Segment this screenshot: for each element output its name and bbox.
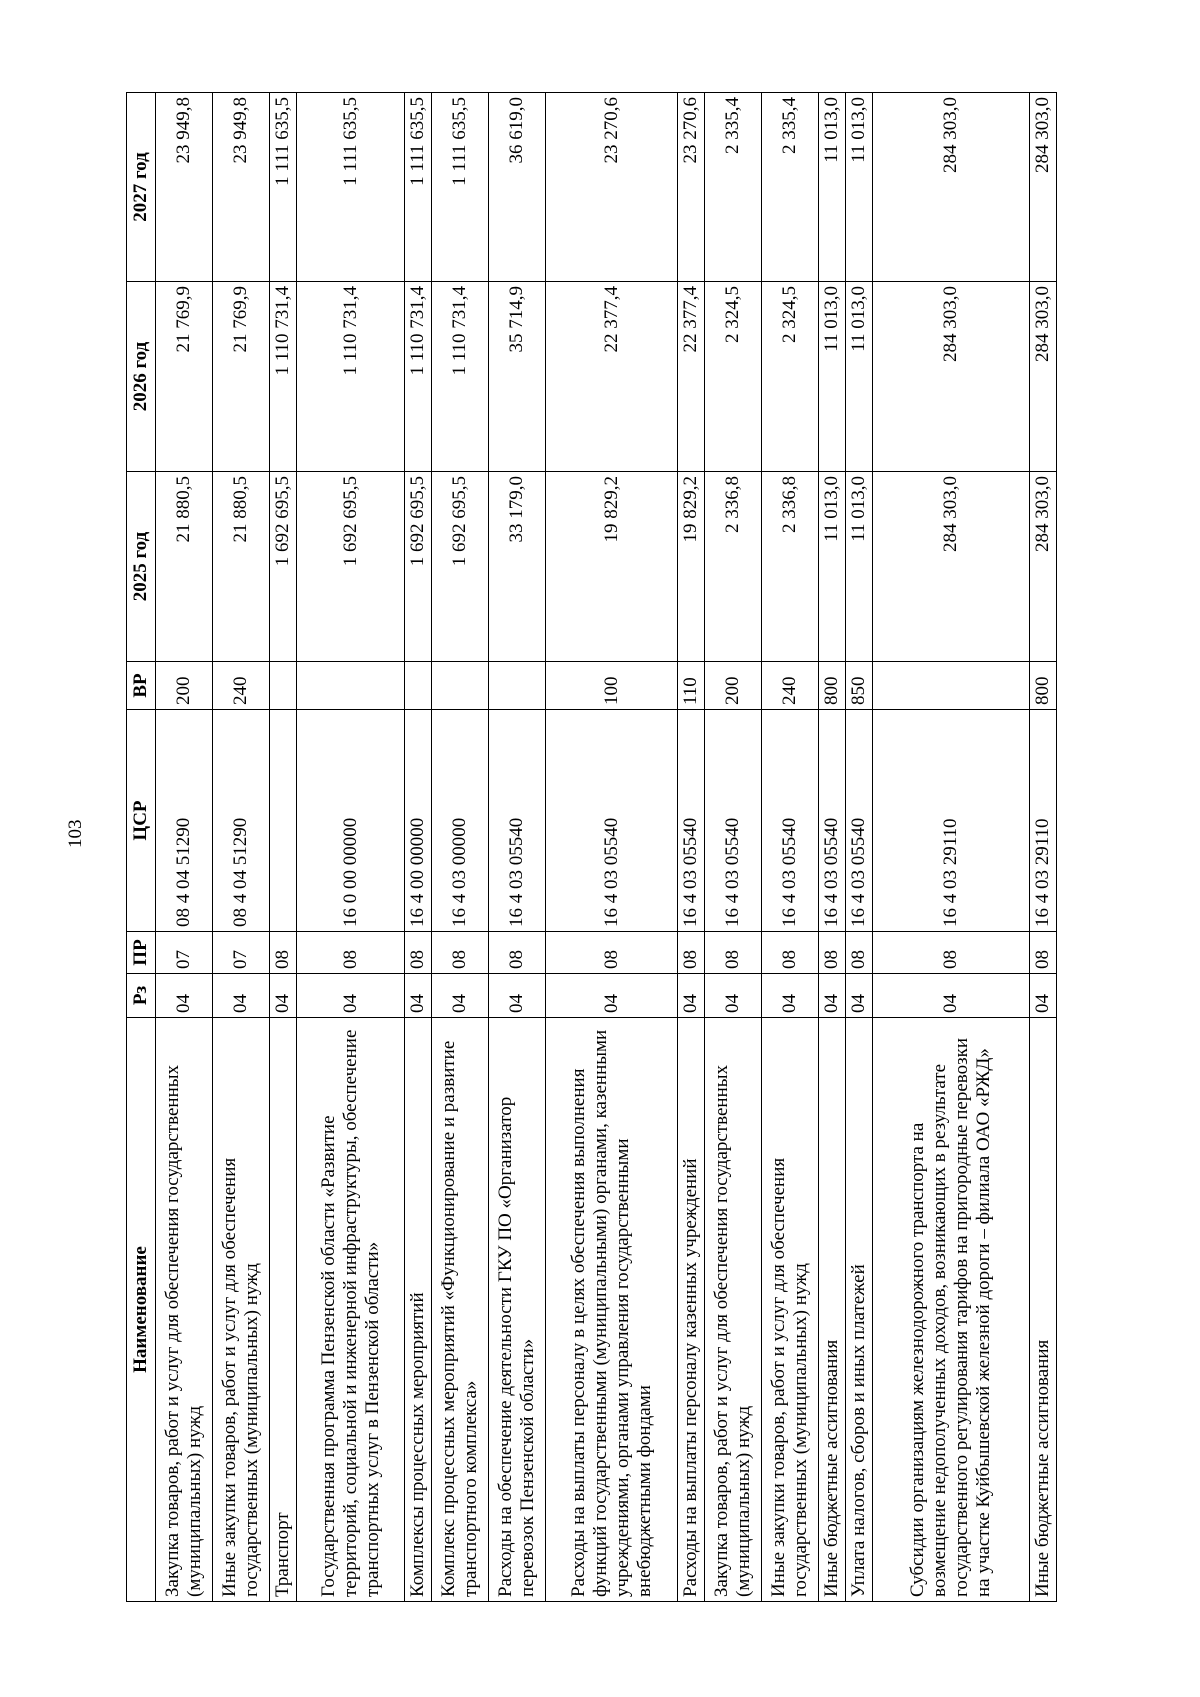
row-2025-cell: 21 880,5	[213, 472, 270, 662]
table-row	[546, 93, 678, 1602]
row-2026-cell: 2 324,5	[705, 282, 762, 472]
row-name-cell: Уплата налогов, сборов и иных платежей	[846, 1018, 873, 1602]
row-rz-cell: 04	[762, 974, 819, 1018]
row-2026-cell: 284 303,0	[873, 282, 1030, 472]
row-2027-cell: 11 013,0	[846, 93, 873, 282]
row-rz-cell: 04	[489, 974, 546, 1018]
row-vr-cell: 240	[762, 662, 819, 710]
row-2026-cell: 11 013,0	[819, 282, 846, 472]
row-pr-cell: 08	[270, 932, 297, 974]
table-row	[846, 93, 873, 1602]
row-2026-cell: 284 303,0	[1030, 282, 1057, 472]
row-vr-cell: 200	[705, 662, 762, 710]
row-2025-cell: 11 013,0	[846, 472, 873, 662]
row-name-cell: Государственная программа Пензенской области «Развитие территорий, социальной и инженерной инфраструктуры, обеспечение транспортных услуг в Пензенской области»	[297, 1018, 405, 1602]
page-number: 103	[65, 819, 86, 848]
row-name-cell: Иные бюджетные ассигнования	[1030, 1018, 1057, 1602]
row-pr-cell: 08	[873, 932, 1030, 974]
row-vr-cell	[297, 662, 405, 710]
row-pr-cell: 08	[546, 932, 678, 974]
row-2025-cell: 1 692 695,5	[297, 472, 405, 662]
row-name-cell: Закупка товаров, работ и услуг для обеспечения государственных (муниципальных) нужд	[705, 1018, 762, 1602]
row-2026-cell: 21 769,9	[156, 282, 213, 472]
row-pr-cell: 08	[432, 932, 489, 974]
row-csr-cell: 16 4 00 00000	[405, 710, 432, 932]
row-name-cell: Иные закупки товаров, работ и услуг для обеспечения государственных (муниципальных) нужд	[762, 1018, 819, 1602]
header-row	[127, 93, 156, 1602]
row-2026-cell: 22 377,4	[678, 282, 705, 472]
row-pr-cell: 08	[762, 932, 819, 974]
row-vr-cell	[432, 662, 489, 710]
row-pr-cell: 08	[405, 932, 432, 974]
row-name-cell: Расходы на обеспечение деятельности ГКУ ПО «Организатор перевозок Пензенской области»	[489, 1018, 546, 1602]
row-vr-cell: 200	[156, 662, 213, 710]
row-rz-cell: 04	[546, 974, 678, 1018]
row-csr-cell: 08 4 04 51290	[156, 710, 213, 932]
budget-table	[126, 92, 1057, 1602]
row-csr-cell: 16 4 03 29110	[873, 710, 1030, 932]
row-pr-cell: 08	[819, 932, 846, 974]
row-vr-cell: 800	[1030, 662, 1057, 710]
table-row	[873, 93, 1030, 1602]
table-row	[405, 93, 432, 1602]
row-2027-cell: 23 270,6	[546, 93, 678, 282]
table-row	[213, 93, 270, 1602]
row-name-cell: Расходы на выплаты персоналу казенных учреждений	[678, 1018, 705, 1602]
row-2027-cell: 1 111 635,5	[297, 93, 405, 282]
table-row	[762, 93, 819, 1602]
header-csr: ЦСР	[127, 710, 156, 932]
header-2027: 2027 год	[127, 93, 156, 282]
header-2025: 2025 год	[127, 472, 156, 662]
row-2026-cell: 35 714,9	[489, 282, 546, 472]
row-2027-cell: 36 619,0	[489, 93, 546, 282]
row-rz-cell: 04	[156, 974, 213, 1018]
row-2027-cell: 23 949,8	[213, 93, 270, 282]
row-2027-cell: 1 111 635,5	[270, 93, 297, 282]
row-name-cell: Иные закупки товаров, работ и услуг для обеспечения государственных (муниципальных) нужд	[213, 1018, 270, 1602]
row-2027-cell: 1 111 635,5	[432, 93, 489, 282]
row-2026-cell: 1 110 731,4	[297, 282, 405, 472]
row-vr-cell: 800	[819, 662, 846, 710]
table-row	[678, 93, 705, 1602]
row-2025-cell: 33 179,0	[489, 472, 546, 662]
row-csr-cell: 08 4 04 51290	[213, 710, 270, 932]
row-csr-cell: 16 4 03 05540	[705, 710, 762, 932]
budget-table-wrapper	[126, 93, 1057, 1602]
row-2026-cell: 11 013,0	[846, 282, 873, 472]
row-2025-cell: 1 692 695,5	[270, 472, 297, 662]
row-rz-cell: 04	[297, 974, 405, 1018]
row-name-cell: Иные бюджетные ассигнования	[819, 1018, 846, 1602]
header-2026: 2026 год	[127, 282, 156, 472]
row-pr-cell: 08	[489, 932, 546, 974]
table-body	[156, 93, 1057, 1602]
row-vr-cell: 110	[678, 662, 705, 710]
row-csr-cell: 16 4 03 05540	[489, 710, 546, 932]
row-rz-cell: 04	[678, 974, 705, 1018]
row-2027-cell: 23 949,8	[156, 93, 213, 282]
row-csr-cell: 16 4 03 05540	[678, 710, 705, 932]
row-csr-cell: 16 4 03 05540	[819, 710, 846, 932]
row-2025-cell: 1 692 695,5	[405, 472, 432, 662]
row-pr-cell: 08	[678, 932, 705, 974]
row-rz-cell: 04	[405, 974, 432, 1018]
row-name-cell: Расходы на выплаты персоналу в целях обеспечения выполнения функций государственными (муниципальными) органами, казенными учреждениями, органами управления государственными внебюджетными фондами	[546, 1018, 678, 1602]
table-row	[1030, 93, 1057, 1602]
row-csr-cell: 16 0 00 00000	[297, 710, 405, 932]
row-csr-cell: 16 4 03 29110	[1030, 710, 1057, 932]
row-csr-cell	[270, 710, 297, 932]
header-pr: ПР	[127, 932, 156, 974]
row-2026-cell: 1 110 731,4	[270, 282, 297, 472]
row-2025-cell: 21 880,5	[156, 472, 213, 662]
row-2025-cell: 284 303,0	[1030, 472, 1057, 662]
row-csr-cell: 16 4 03 05540	[762, 710, 819, 932]
row-vr-cell: 100	[546, 662, 678, 710]
row-rz-cell: 04	[873, 974, 1030, 1018]
row-2027-cell: 2 335,4	[705, 93, 762, 282]
row-name-cell: Субсидии организациям железнодорожного транспорта на возмещение недополученных доходов, возникающих в результате государственного регулирования тарифов на пригородные перевозки на участке Куйбышевской железной дороги – филиала ОАО «РЖД»	[873, 1018, 1030, 1602]
header-rz: Рз	[127, 974, 156, 1018]
table-row	[819, 93, 846, 1602]
row-name-cell: Комплекс процессных мероприятий «Функционирование и развитие транспортного комплекса»	[432, 1018, 489, 1602]
row-2025-cell: 11 013,0	[819, 472, 846, 662]
row-vr-cell	[873, 662, 1030, 710]
row-pr-cell: 07	[156, 932, 213, 974]
row-rz-cell: 04	[705, 974, 762, 1018]
row-2027-cell: 1 111 635,5	[405, 93, 432, 282]
table-row	[156, 93, 213, 1602]
row-2025-cell: 1 692 695,5	[432, 472, 489, 662]
row-2027-cell: 2 335,4	[762, 93, 819, 282]
row-2025-cell: 19 829,2	[678, 472, 705, 662]
row-2027-cell: 23 270,6	[678, 93, 705, 282]
row-pr-cell: 08	[846, 932, 873, 974]
row-pr-cell: 08	[1030, 932, 1057, 974]
row-rz-cell: 04	[270, 974, 297, 1018]
row-name-cell: Комплексы процессных мероприятий	[405, 1018, 432, 1602]
row-2027-cell: 284 303,0	[1030, 93, 1057, 282]
row-2026-cell: 22 377,4	[546, 282, 678, 472]
row-csr-cell: 16 4 03 05540	[546, 710, 678, 932]
row-vr-cell: 240	[213, 662, 270, 710]
header-vr: ВР	[127, 662, 156, 710]
row-rz-cell: 04	[846, 974, 873, 1018]
row-vr-cell: 850	[846, 662, 873, 710]
row-2025-cell: 284 303,0	[873, 472, 1030, 662]
row-2025-cell: 2 336,8	[762, 472, 819, 662]
row-2025-cell: 2 336,8	[705, 472, 762, 662]
row-vr-cell	[489, 662, 546, 710]
row-rz-cell: 04	[819, 974, 846, 1018]
row-pr-cell: 08	[297, 932, 405, 974]
row-2025-cell: 19 829,2	[546, 472, 678, 662]
row-2026-cell: 21 769,9	[213, 282, 270, 472]
row-rz-cell: 04	[213, 974, 270, 1018]
row-pr-cell: 07	[213, 932, 270, 974]
row-2026-cell: 1 110 731,4	[405, 282, 432, 472]
table-row	[432, 93, 489, 1602]
table-row	[270, 93, 297, 1602]
row-csr-cell: 16 4 03 00000	[432, 710, 489, 932]
row-2026-cell: 1 110 731,4	[432, 282, 489, 472]
table-row	[297, 93, 405, 1602]
row-vr-cell	[405, 662, 432, 710]
row-2027-cell: 284 303,0	[873, 93, 1030, 282]
row-csr-cell: 16 4 03 05540	[846, 710, 873, 932]
table-row	[705, 93, 762, 1602]
row-rz-cell: 04	[1030, 974, 1057, 1018]
row-name-cell: Транспорт	[270, 1018, 297, 1602]
row-2027-cell: 11 013,0	[819, 93, 846, 282]
row-2026-cell: 2 324,5	[762, 282, 819, 472]
row-name-cell: Закупка товаров, работ и услуг для обеспечения государственных (муниципальных) нужд	[156, 1018, 213, 1602]
row-rz-cell: 04	[432, 974, 489, 1018]
row-vr-cell	[270, 662, 297, 710]
table-row	[489, 93, 546, 1602]
row-pr-cell: 08	[705, 932, 762, 974]
header-name: Наименование	[127, 1018, 156, 1602]
table-header	[127, 93, 156, 1602]
